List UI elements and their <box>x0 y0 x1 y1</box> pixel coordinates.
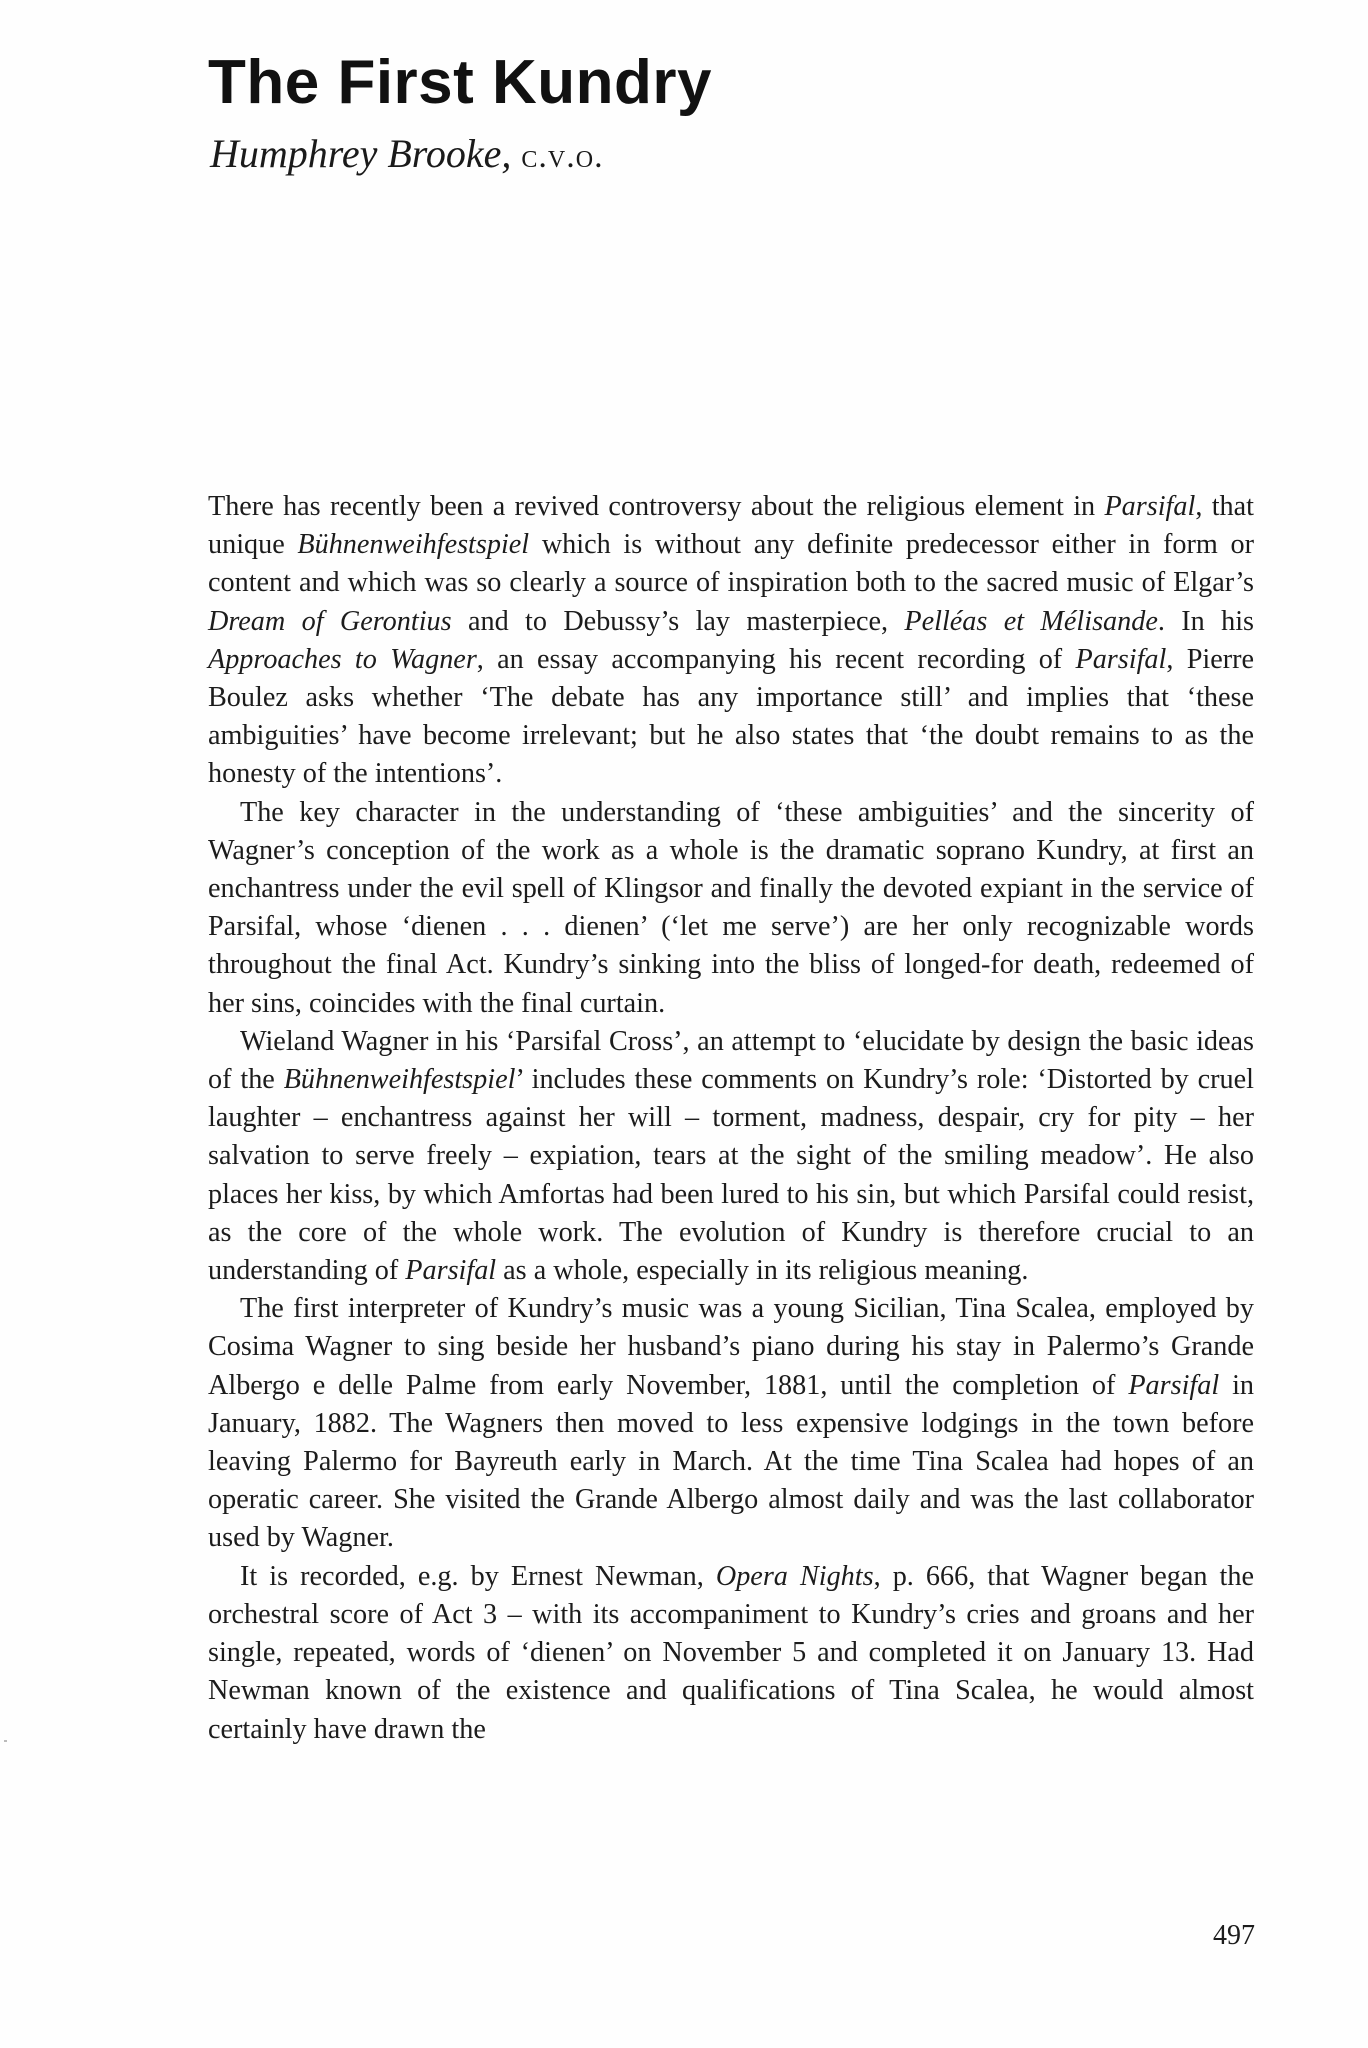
italic-title-text: Parsifal <box>405 1255 497 1287</box>
italic-title-text: Bühnenweihfestspiel <box>297 529 530 561</box>
author-honor: c.v.o. <box>521 138 604 175</box>
page-number: 497 <box>1213 1920 1255 1951</box>
paragraph-text: The first interpreter of Kundry’s music was a young Sicilian, Tina Scalea, employed by Cosima Wagner to sing beside her husband’s piano during his stay in Palermo’s Grande Albergo e delle Palme from early November, 1881, until the completion of <box>208 1293 1254 1401</box>
body-paragraph <box>208 794 1254 1023</box>
body-paragraph <box>208 1558 1254 1749</box>
italic-title-text: Parsifal <box>1128 1369 1220 1401</box>
article-body <box>208 488 1254 1749</box>
article-title: The First Kundry <box>208 48 713 117</box>
paragraph-text: as a whole, especially in its religious meaning. <box>496 1255 1029 1287</box>
italic-title-text: Parsifal <box>1075 643 1167 675</box>
paragraph-text: Wieland Wagner in his ‘Parsifal Cross’, an attempt to ‘elucidate by design the basic ideas of the <box>208 1025 1254 1096</box>
italic-title-text: Dream of Gerontius <box>208 605 452 637</box>
body-paragraph <box>208 1290 1254 1557</box>
paragraph-text: , p. 666, that Wagner began the orchestral score of Act 3 – with its accompaniment to Kundry’s cries and groans and her single, repeated, words of ‘dienen’ on November 5 and completed it on January 13. Had Newman known of the existence and qualifications of Tina Scalea, he would almost certainly have drawn the <box>208 1560 1254 1745</box>
paragraph-text: , an essay accompanying his recent recording of <box>476 643 1076 675</box>
paragraph-text: The key character in the understanding of ‘these ambiguities’ and the sincerity of Wagner’s conception of the work as a whole is the dramatic soprano Kundry, at first an enchantress under the evil spell of Klingsor and finally the devoted expiant in the service of Parsifal, whose ‘dienen . . . dienen’ (‘let me serve’) are her only recognizable words throughout the final Act. Kundry’s sinking into the bliss of longed-for death, redeemed of her sins, coincides with the final curtain. <box>208 796 1254 1019</box>
author-name: Humphrey Brooke, <box>210 131 512 176</box>
italic-title-text: Pelléas et Mélisande <box>904 605 1158 637</box>
italic-title-text: Opera Nights <box>715 1560 874 1592</box>
paragraph-text: in January, 1882. The Wagners then moved to less expensive lodgings in the town before leaving Palermo for Bayreuth early in March. At the time Tina Scalea had hopes of an operatic career. She visited the Grande Albergo almost daily and was the last collaborator used by Wagner. <box>208 1369 1255 1554</box>
paragraph-text: There has recently been a revived controversy about the religious element in <box>208 491 1105 522</box>
italic-title-text: Parsifal <box>1104 491 1196 522</box>
body-paragraph <box>208 488 1254 794</box>
paragraph-text: , Pierre Boulez asks whether ‘The debate has any importance still’ and implies that ‘these ambiguities’ have become irrelevant; but he also states that ‘the doubt remains to as the honesty of the intentions’. <box>208 643 1254 790</box>
article-author <box>210 131 604 176</box>
paragraph-text: , that unique <box>208 491 1254 561</box>
scan-edge-mark <box>4 1740 7 1742</box>
paragraph-text: which is without any definite predecessor either in form or content and which was so clearly a source of inspiration both to the sacred music of Elgar’s <box>208 529 1254 599</box>
italic-title-text: Bühnenweihfestspiel <box>283 1064 516 1096</box>
paragraph-text: and to Debussy’s lay masterpiece, <box>451 605 905 637</box>
italic-title-text: Approaches to Wagner <box>208 643 477 675</box>
paragraph-text: It is recorded, e.g. by Ernest Newman, <box>240 1560 716 1592</box>
body-paragraph <box>208 1023 1254 1290</box>
paragraph-text: . In his <box>1157 605 1255 637</box>
paragraph-text: ’ includes these comments on Kundry’s role: ‘Distorted by cruel laughter – enchantress against her will – torment, madness, despair, cry for pity – her salvation to serve freely – expiation, tears at the sight of the smiling meadow’. He also places her kiss, by which Amfortas had been lured to his sin, but which Parsifal could resist, as the core of the whole work. The evolution of Kundry is therefore crucial to an understanding of <box>208 1064 1254 1287</box>
